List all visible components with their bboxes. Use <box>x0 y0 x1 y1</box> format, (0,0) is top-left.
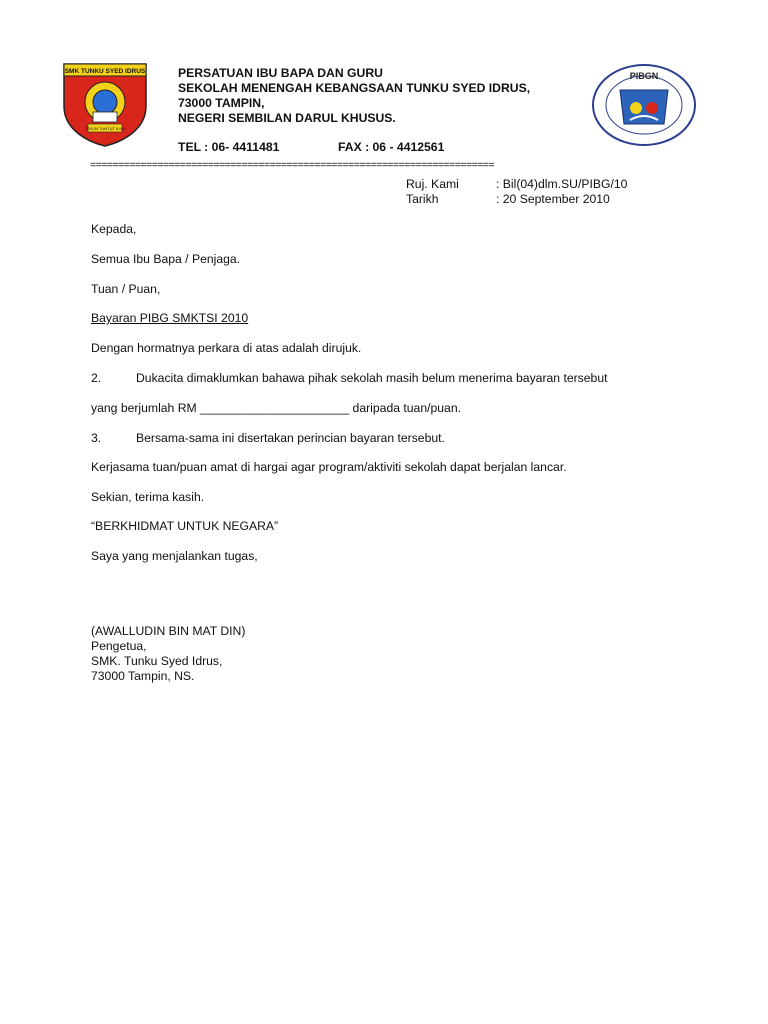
header-fax: FAX : 06 - 4412561 <box>338 140 445 154</box>
paragraph-1: Dengan hormatnya perkara di atas adalah dirujuk. <box>91 341 362 355</box>
school-crest-text: SMK TUNKU SYED IDRUS <box>64 68 146 75</box>
pibgn-logo-text: PIBGN <box>629 71 659 81</box>
header-divider: ======================================================================== <box>90 159 495 171</box>
paragraph-2-continued: yang berjumlah RM ______________________ daripada tuan/puan. <box>91 401 461 415</box>
date-label: Tarikh <box>406 192 439 206</box>
letter-subject: Bayaran PIBG SMKTSI 2010 <box>91 311 249 325</box>
ref-value: : Bil(04)dlm.SU/PIBG/10 <box>496 177 628 191</box>
signatory-name: (AWALLUDIN BIN MAT DIN) <box>91 624 246 638</box>
paragraph-3-number: 3. <box>91 431 102 445</box>
header-line-2: SEKOLAH MENENGAH KEBANGSAAN TUNKU SYED IDRUS, <box>178 81 531 95</box>
ref-label: Ruj. Kami <box>406 177 459 191</box>
header-line-4: NEGERI SEMBILAN DARUL KHUSUS. <box>178 111 396 125</box>
letter-closing: Sekian, terima kasih. <box>91 490 205 504</box>
letter-recipient: Semua Ibu Bapa / Penjaga. <box>91 252 241 266</box>
signatory-school: SMK. Tunku Syed Idrus, <box>91 654 223 668</box>
paragraph-2-text: Dukacita dimaklumkan bahawa pihak sekolah masih belum menerima bayaran tersebut <box>136 371 608 385</box>
signatory-title: Pengetua, <box>91 639 147 653</box>
header-tel: TEL : 06- 4411481 <box>178 140 280 154</box>
header-line-3: 73000 TAMPIN, <box>178 96 265 110</box>
letter-to: Kepada, <box>91 222 137 236</box>
date-value: : 20 September 2010 <box>496 192 610 206</box>
paragraph-2-number: 2. <box>91 371 102 385</box>
pibgn-logo <box>590 62 698 148</box>
letter-salutation: Tuan / Puan, <box>91 282 161 296</box>
signatory-address: 73000 Tampin, NS. <box>91 669 195 683</box>
header-line-1: PERSATUAN IBU BAPA DAN GURU <box>178 66 383 80</box>
school-crest-logo <box>60 60 150 148</box>
paragraph-4: Kerjasama tuan/puan amat di hargai agar program/aktiviti sekolah dapat berjalan lancar. <box>91 460 567 474</box>
school-crest-motto: TEKUN TUNTUT ILMU <box>84 126 126 131</box>
paragraph-3-text: Bersama-sama ini disertakan perincian bayaran tersebut. <box>136 431 445 445</box>
letter-sign-off: Saya yang menjalankan tugas, <box>91 549 258 563</box>
letter-motto: “BERKHIDMAT UNTUK NEGARA” <box>91 519 279 533</box>
